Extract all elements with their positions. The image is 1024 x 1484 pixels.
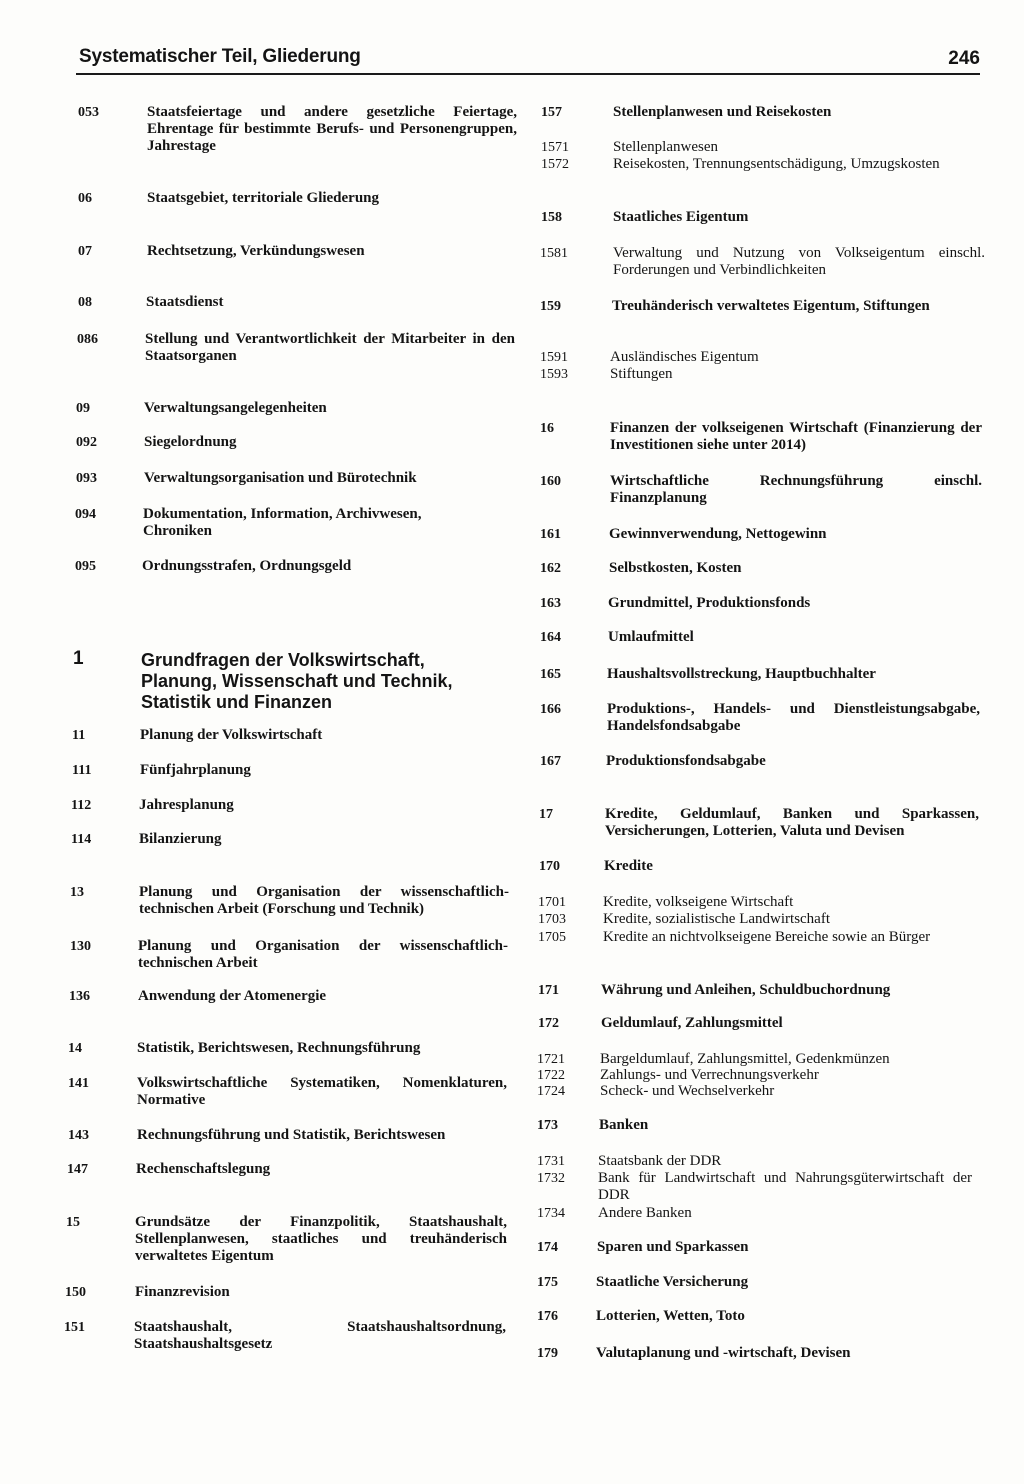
entry-text: Währung und Anleihen, Schuldbuchordnung: [601, 982, 891, 998]
entry-code: 157: [541, 105, 562, 120]
entry-text: Stiftungen: [610, 366, 673, 382]
entry-text: Grundfragen der Volkswirtschaft, Planung, Wissenschaft und Technik, Statistik und Finanzen: [141, 650, 453, 712]
entry-code: 1581: [540, 246, 568, 261]
entry-code: 1724: [537, 1084, 565, 1099]
entry-text: Gewinnverwendung, Nettogewinn: [609, 526, 827, 542]
entry-text: Planung und Organisation der wissenschaftlich-technischen Arbeit (Forschung und Technik): [139, 884, 509, 917]
entry-text: Treuhänderisch verwaltetes Eigentum, Stiftungen: [612, 298, 930, 314]
entry-code: 1701: [538, 895, 566, 910]
entry-text: Kredite an nichtvolkseigene Bereiche sowie an Bürger: [603, 929, 931, 945]
entry-code: 141: [68, 1076, 89, 1091]
entry-text: Stellenplanwesen und Reisekosten: [613, 104, 832, 120]
entry-text: Rechnungsführung und Statistik, Berichtswesen: [137, 1127, 446, 1143]
entry-code: 094: [75, 507, 96, 522]
entry-text: Finanzrevision: [135, 1284, 230, 1300]
entry-code: 093: [76, 471, 97, 486]
entry-code: 1722: [537, 1068, 565, 1083]
entry-code: 1732: [537, 1171, 565, 1186]
page-number: 246: [948, 48, 980, 69]
entry-text: Produktionsfondsabgabe: [606, 753, 766, 769]
entry-text: Verwaltungsorganisation und Bürotechnik: [144, 470, 417, 486]
entry-text: Zahlungs- und Verrechnungsverkehr: [600, 1067, 819, 1083]
entry-code: 174: [537, 1240, 558, 1255]
entry-code: 112: [71, 798, 92, 813]
entry-text: Verwaltungsangelegenheiten: [144, 400, 327, 416]
page-header-title: Systematischer Teil, Gliederung: [79, 46, 361, 67]
entry-code: 095: [75, 559, 96, 574]
entry-code: 16: [540, 421, 554, 436]
entry-code: 130: [70, 939, 91, 954]
entry-code: 164: [540, 630, 561, 645]
entry-text: Finanzen der volkseigenen Wirtschaft (Finanzierung der Investitionen siehe unter 2014): [610, 420, 982, 453]
entry-text: Staatliches Eigentum: [613, 209, 749, 225]
entry-text: Valutaplanung und -wirtschaft, Devisen: [596, 1345, 851, 1361]
entry-code: 165: [540, 667, 561, 682]
entry-code: 15: [66, 1215, 80, 1230]
entry-text: Wirtschaftliche Rechnungsführung einschl. Finanzplanung: [610, 473, 982, 506]
entry-text: Ordnungsstrafen, Ordnungsgeld: [142, 558, 352, 574]
entry-text: Staatsfeiertage und andere gesetzliche Feiertage, Ehrentage für bestimmte Berufs- und Personengruppen, Jahrestage: [147, 104, 517, 154]
entry-code: 175: [537, 1275, 558, 1290]
entry-code: 147: [67, 1162, 88, 1177]
entry-code: 1: [73, 648, 84, 669]
entry-text: Stellenplanwesen: [613, 139, 718, 155]
entry-code: 13: [70, 885, 84, 900]
entry-text: Lotterien, Wetten, Toto: [596, 1308, 745, 1324]
entry-code: 1591: [540, 350, 568, 365]
entry-code: 1731: [537, 1154, 565, 1169]
entry-code: 163: [540, 596, 561, 611]
entry-text: Kredite, volkseigene Wirtschaft: [603, 894, 794, 910]
entry-code: 092: [76, 435, 97, 450]
entry-code: 159: [540, 299, 561, 314]
entry-text: Kredite, Geldumlauf, Banken und Sparkassen, Versicherungen, Lotterien, Valuta und Devisen: [605, 806, 979, 839]
entry-text: Rechtsetzung, Verkündungswesen: [147, 243, 365, 259]
entry-code: 1721: [537, 1052, 565, 1067]
entry-text: Planung und Organisation der wissenschaftlich-technischen Arbeit: [138, 938, 508, 971]
entry-text: Bank für Landwirtschaft und Nahrungsgüterwirtschaft der DDR: [598, 1170, 972, 1203]
entry-code: 1572: [541, 157, 569, 172]
entry-text: Planung der Volkswirtschaft: [140, 727, 323, 743]
entry-code: 143: [68, 1128, 89, 1143]
entry-text: Kredite, sozialistische Landwirtschaft: [603, 911, 831, 927]
entry-text: Selbstkosten, Kosten: [609, 560, 742, 576]
entry-text: Banken: [599, 1117, 649, 1133]
entry-text: Andere Banken: [598, 1205, 692, 1221]
entry-text: Scheck- und Wechselverkehr: [600, 1083, 775, 1099]
entry-text: Staatshaushalt, Staatshaushaltsordnung, Staatshaushaltsgesetz: [134, 1319, 506, 1352]
entry-text: Staatsgebiet, territoriale Gliederung: [147, 190, 380, 206]
entry-code: 179: [537, 1346, 558, 1361]
entry-code: 171: [538, 983, 559, 998]
entry-code: 166: [540, 702, 561, 717]
entry-text: Ausländisches Eigentum: [610, 349, 759, 365]
entry-text: Stellung und Verantwortlichkeit der Mitarbeiter in den Staatsorganen: [145, 331, 515, 364]
entry-text: Staatsbank der DDR: [598, 1153, 722, 1169]
entry-text: Haushaltsvollstreckung, Hauptbuchhalter: [607, 666, 876, 682]
entry-text: Bilanzierung: [139, 831, 222, 847]
entry-code: 176: [537, 1309, 558, 1324]
entry-text: Umlaufmittel: [608, 629, 694, 645]
entry-code: 08: [78, 295, 92, 310]
entry-text: Dokumentation, Information, Archivwesen, Chroniken: [143, 506, 422, 539]
entry-code: 09: [76, 401, 90, 416]
entry-text: Grundsätze der Finanzpolitik, Staatshaushalt, Stellenplanwesen, staatliches und treuhänderisch verwaltetes Eigentum: [135, 1214, 507, 1264]
entry-code: 136: [69, 989, 90, 1004]
entry-code: 160: [540, 474, 561, 489]
entry-code: 1571: [541, 140, 569, 155]
entry-code: 158: [541, 210, 562, 225]
entry-code: 161: [540, 527, 561, 542]
entry-code: 1703: [538, 912, 566, 927]
entry-text: Grundmittel, Produktionsfonds: [608, 595, 811, 611]
entry-code: 11: [72, 728, 86, 743]
entry-text: Fünfjahrplanung: [140, 762, 251, 778]
entry-text: Geldumlauf, Zahlungsmittel: [601, 1015, 783, 1031]
entry-code: 170: [539, 859, 560, 874]
entry-code: 07: [78, 244, 92, 259]
entry-code: 06: [78, 191, 92, 206]
entry-code: 1593: [540, 367, 568, 382]
entry-code: 151: [64, 1320, 85, 1335]
entry-code: 17: [539, 807, 553, 822]
entry-code: 167: [540, 754, 561, 769]
entry-code: 150: [65, 1285, 86, 1300]
entry-text: Sparen und Sparkassen: [597, 1239, 749, 1255]
entry-code: 086: [77, 332, 98, 347]
entry-code: 1734: [537, 1206, 565, 1221]
entry-text: Staatsdienst: [146, 294, 224, 310]
entry-code: 1705: [538, 930, 566, 945]
entry-text: Kredite: [604, 858, 653, 874]
entry-code: 114: [71, 832, 92, 847]
entry-text: Reisekosten, Trennungsentschädigung, Umzugskosten: [613, 156, 940, 172]
entry-text: Rechenschaftslegung: [136, 1161, 271, 1177]
entry-text: Staatliche Versicherung: [596, 1274, 749, 1290]
entry-text: Bargeldumlauf, Zahlungsmittel, Gedenkmünzen: [600, 1051, 890, 1067]
entry-code: 14: [68, 1041, 82, 1056]
entry-code: 173: [537, 1118, 558, 1133]
entry-text: Statistik, Berichtswesen, Rechnungsführung: [137, 1040, 421, 1056]
entry-text: Volkswirtschaftliche Systematiken, Nomenklaturen, Normative: [137, 1075, 507, 1108]
entry-code: 111: [72, 763, 92, 778]
entry-text: Produktions-, Handels- und Dienstleistungsabgabe, Handelsfondsabgabe: [607, 701, 980, 734]
entry-code: 162: [540, 561, 561, 576]
entry-text: Verwaltung und Nutzung von Volkseigentum einschl. Forderungen und Verbindlichkeiten: [613, 245, 985, 278]
entry-code: 053: [78, 105, 99, 120]
entry-code: 172: [538, 1016, 559, 1031]
entry-text: Jahresplanung: [139, 797, 234, 813]
entry-text: Siegelordnung: [144, 434, 237, 450]
entry-text: Anwendung der Atomenergie: [138, 988, 327, 1004]
